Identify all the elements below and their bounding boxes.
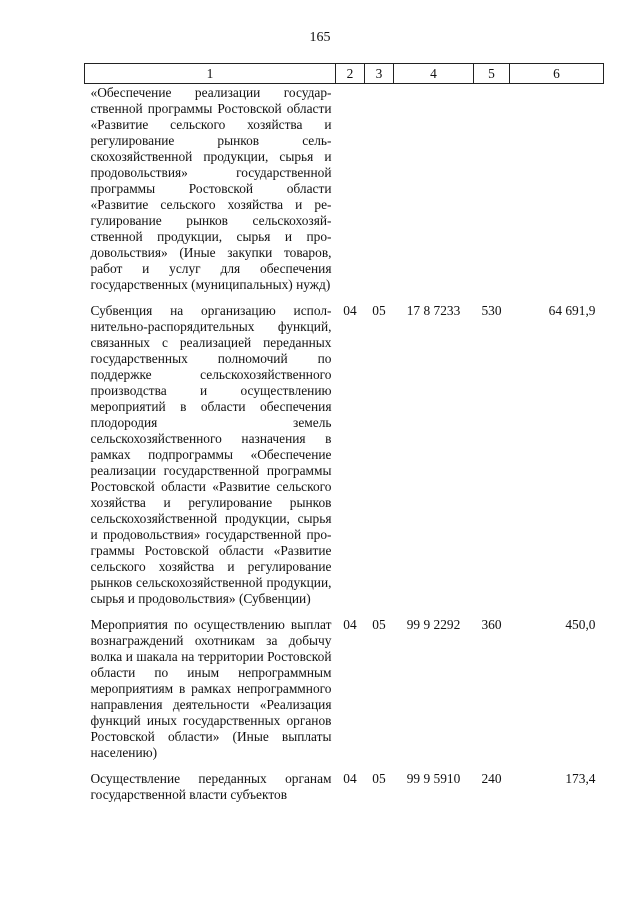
row-section: 04: [343, 771, 357, 786]
header-col-6: 6: [510, 64, 604, 84]
row-subsection: 05: [372, 617, 386, 632]
header-row: [85, 64, 604, 84]
row-expense-type: 530: [481, 303, 502, 318]
row-subsection: [365, 84, 394, 294]
row-section: 04: [343, 617, 357, 632]
header-col-5: 5: [474, 64, 510, 84]
row-section: [336, 84, 365, 294]
table-header: [85, 64, 604, 84]
header-col-1: 1: [85, 64, 336, 84]
row-target-code: 99 9 5910: [406, 771, 461, 786]
row-target-code: 99 9 2292: [406, 617, 461, 632]
row-subsection: 05: [372, 771, 386, 786]
header-col-4: 4: [394, 64, 474, 84]
page-number: 165: [309, 30, 331, 45]
row-amount: [510, 84, 604, 294]
row-expense-type: [474, 84, 510, 294]
row-amount: 450,0: [565, 617, 596, 632]
table-row: [85, 293, 604, 607]
budget-table: [84, 63, 604, 803]
row-subsection: 05: [372, 303, 386, 318]
row-target-code: 17 8 7233: [406, 303, 461, 318]
table-row: [85, 761, 604, 803]
row-name: Мероприятия по осуществлению выплат вознаграждений охотникам за добычу волка и шакала на территории Ростовской области по иным непрограммным мероприятиям в рамках непрограммного направления деятельности «Реализация функций иных государственных органов Ростовской области» (Иные выплаты населению): [90, 617, 332, 760]
row-target-code: [394, 84, 474, 294]
table-row: [85, 607, 604, 761]
row-name: Осуществление переданных органам государственной власти субъектов: [90, 771, 332, 802]
table-body: [85, 84, 604, 804]
row-expense-type: 240: [481, 771, 502, 786]
row-amount: 173,4: [565, 771, 596, 786]
table-row: [85, 84, 604, 294]
header-col-2: 2: [336, 64, 365, 84]
row-name: Субвенция на организацию исполнительно-распорядительных функций, связанных с реализацией переданных государственных полномочий по поддержке сельскохозяйственного производства и осуществлению мероприятий в области обеспечения плодородия земель сельскохозяйственного назначения в рамках подпрограммы «Обеспечение реализации государственной программы Ростовской области «Развитие сельского хозяйства и регулирование рынков сельскохозяйственной продукции, сырья и продовольствия» государственной программы Ростовской области «Развитие сельского хозяйства и регулирование рынков сельскохозяйственной продукции, сырья и продовольствия» (Субвенции): [90, 303, 332, 606]
row-name: «Обеспечение реализации государственной программы Ростовской области «Развитие сельского хозяйства и регулирование рынков сельскохозяйственной продукции, сырья и продовольствия» государственной программы Ростовской области «Развитие сельского хозяйства и регулирование рынков сельскохозяйственной продукции, сырья и продовольствия» (Иные закупки товаров, работ и услуг для обеспечения государственных (муниципальных) нужд): [90, 85, 332, 292]
row-expense-type: 360: [481, 617, 502, 632]
row-amount: 64 691,9: [548, 303, 596, 318]
row-section: 04: [343, 303, 357, 318]
header-col-3: 3: [365, 64, 394, 84]
